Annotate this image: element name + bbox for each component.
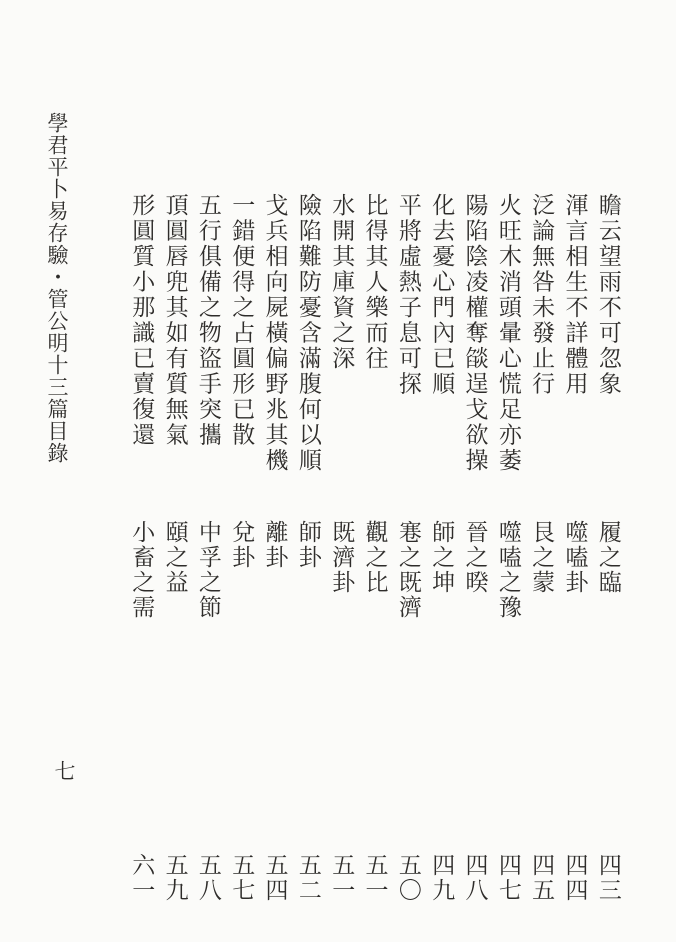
toc-entry — [125, 193, 158, 942]
entry-page-number: 五二 — [295, 853, 321, 903]
entry-hexagram: 噬嗑之豫 — [495, 520, 521, 620]
toc-entry-list — [125, 193, 625, 942]
book-title: 學君平卜易存驗・管公明十三篇目錄 — [45, 112, 69, 464]
entry-page-number: 四三 — [595, 853, 621, 903]
entry-hexagram: 觀之比 — [362, 520, 388, 595]
entry-hexagram: 中孚之節 — [195, 520, 221, 620]
entry-hexagram: 頤之益 — [162, 520, 188, 595]
entry-page-number: 五四 — [262, 853, 288, 903]
entry-verse: 水開其庫資之深 — [329, 193, 355, 372]
entry-verse: 火旺木消頭暈心慌足亦萎 — [495, 193, 521, 474]
entry-verse: 比得其人樂而往 — [362, 193, 388, 372]
entry-hexagram: 既濟卦 — [329, 520, 355, 595]
entry-verse: 化去憂心門內已順 — [429, 193, 455, 397]
entry-hexagram: 離卦 — [262, 520, 288, 570]
entry-page-number: 四八 — [462, 853, 488, 903]
toc-entry — [592, 193, 625, 942]
toc-entry — [225, 193, 258, 942]
entry-verse: 一錯便得之占圓形已散 — [229, 193, 255, 448]
entry-verse: 陽陷陰凌權奪燄逞戈欲操 — [462, 193, 488, 474]
entry-verse: 泛論無咎未發止行 — [529, 193, 555, 397]
toc-entry — [558, 193, 591, 942]
entry-verse: 平將虛熱子息可探 — [395, 193, 421, 397]
entry-verse: 五行俱備之物盜手突攜 — [195, 193, 221, 448]
entry-page-number: 四九 — [429, 853, 455, 903]
entry-verse: 渾言相生不詳體用 — [562, 193, 588, 397]
entry-verse: 險陷難防憂含滿腹何以順 — [295, 193, 321, 474]
toc-entry — [325, 193, 358, 942]
entry-hexagram: 履之臨 — [595, 520, 621, 595]
entry-hexagram: 小畜之需 — [129, 520, 155, 620]
entry-hexagram: 艮之蒙 — [529, 520, 555, 595]
toc-entry — [258, 193, 291, 942]
entry-verse: 頂圓唇兜其如有質無氣 — [162, 193, 188, 448]
entry-page-number: 六一 — [129, 853, 155, 903]
entry-verse: 戈兵相向屍橫偏野兆其機 — [262, 193, 288, 474]
toc-entry — [292, 193, 325, 942]
toc-entry — [358, 193, 391, 942]
entry-verse: 瞻云望雨不可忽象 — [595, 193, 621, 397]
entry-hexagram: 噬嗑卦 — [562, 520, 588, 595]
toc-entry — [492, 193, 525, 942]
entry-page-number: 四七 — [495, 853, 521, 903]
entry-hexagram: 師之坤 — [429, 520, 455, 595]
entry-page-number: 五七 — [229, 853, 255, 903]
entry-page-number: 五九 — [162, 853, 188, 903]
toc-entry — [458, 193, 491, 942]
entry-hexagram: 兌卦 — [229, 520, 255, 570]
entry-page-number: 四五 — [529, 853, 555, 903]
entry-page-number: 五八 — [195, 853, 221, 903]
entry-page-number: 五一 — [362, 853, 388, 903]
toc-entry — [158, 193, 191, 942]
toc-entry — [425, 193, 458, 942]
entry-page-number: 五〇 — [395, 853, 421, 903]
entry-page-number: 四四 — [562, 853, 588, 903]
folio-number: 七 — [52, 760, 76, 781]
entry-hexagram: 師卦 — [295, 520, 321, 570]
entry-page-number: 五一 — [329, 853, 355, 903]
entry-hexagram: 晉之暌 — [462, 520, 488, 595]
toc-entry — [525, 193, 558, 942]
toc-entry — [192, 193, 225, 942]
toc-entry — [392, 193, 425, 942]
entry-verse: 形圓質小那識已賣復還 — [129, 193, 155, 448]
entry-hexagram: 寋之既濟 — [395, 520, 421, 620]
